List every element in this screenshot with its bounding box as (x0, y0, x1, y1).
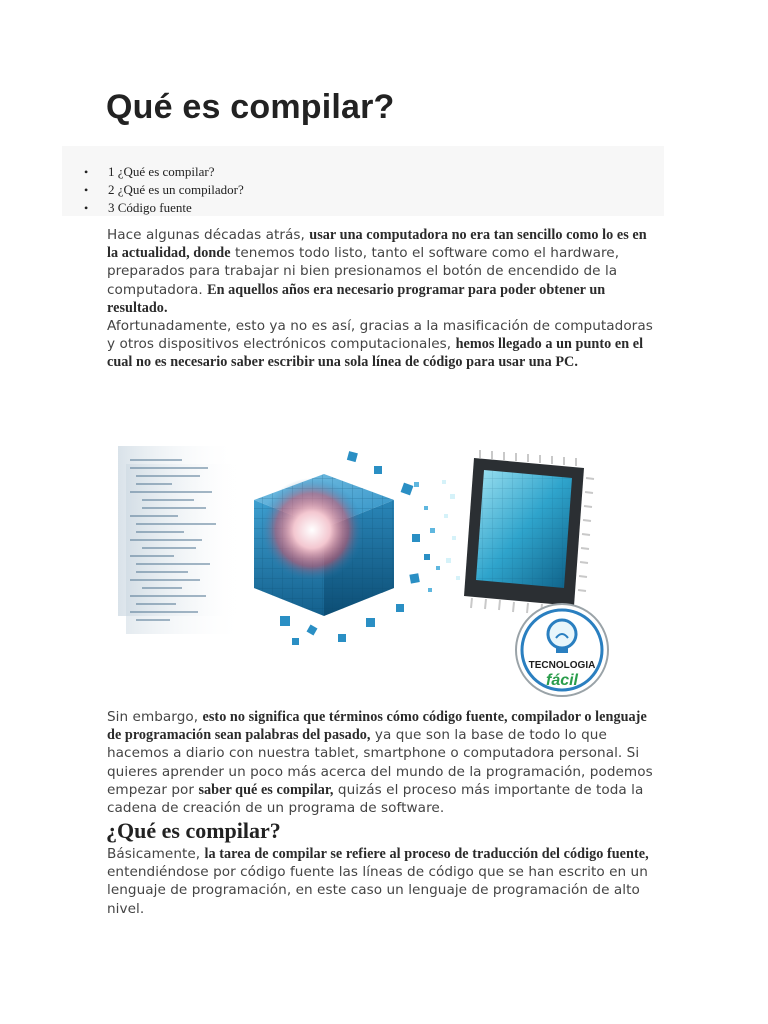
text-run: tenemos todo listo, tanto el software como el hardware, preparados para trabajar ni bien presionamos el botón de encendido de la computadora. (107, 245, 620, 298)
toc-link-que-es-un-compilador[interactable]: 2 ¿Qué es un compilador? (108, 182, 244, 197)
intro-paragraph-2 (107, 317, 659, 372)
table-of-contents (62, 146, 664, 216)
text-run: Básicamente, (107, 846, 205, 862)
text-run: Sin embargo, (107, 709, 203, 725)
page-title: Qué es compilar? (106, 88, 395, 126)
tecnologia-facil-logo (516, 604, 608, 696)
data-cube (254, 451, 440, 645)
bold-text-run: usar una computadora no era tan sencillo como lo es en la actualidad, donde (107, 227, 647, 262)
toc-item[interactable] (84, 181, 244, 199)
body-paragraph-1 (107, 708, 659, 817)
section-heading: ¿Qué es compilar? (106, 818, 281, 843)
text-run: quizás el proceso más importante de toda la cadena de creación de un programa de software. (107, 781, 644, 817)
bold-text-run: la tarea de compilar se refiere al proceso de traducción del código fuente, (204, 846, 649, 862)
toc-link-codigo-fuente[interactable]: 3 Código fuente (108, 200, 192, 215)
logo-text-tecnologia: TECNOLOGIA (528, 660, 596, 671)
compiler-illustration (112, 438, 624, 702)
toc-link-que-es-compilar[interactable]: 1 ¿Qué es compilar? (108, 164, 215, 179)
toc-item[interactable] (84, 163, 244, 181)
text-run: ya que son la base de todo lo que hacemos a diario con nuestra tablet, smartphone o computadora personal. Si quieres aprender un poco más acerca del mundo de la programación, podemos empezar por (107, 727, 653, 798)
bold-text-run: saber qué es compilar, (198, 781, 334, 798)
toc-item[interactable] (84, 199, 244, 217)
toc-list (84, 163, 244, 217)
bold-text-run: hemos llegado a un punto en el cual no es necesario saber escribir una sola línea de código para usar una PC. (107, 336, 644, 371)
body-paragraph-2 (107, 845, 659, 918)
bold-text-run: En aquellos años era necesario programar para poder obtener un resultado. (107, 281, 606, 316)
text-run: entendiéndose por código fuente las líneas de código que se han escrito en un lenguaje de programación, en este caso un lenguaje de programación de alto nivel. (107, 864, 648, 917)
processor-chip (442, 450, 594, 615)
code-panels (118, 446, 246, 634)
text-run: Afortunadamente, esto ya no es así, gracias a la masificación de computadoras y otros dispositivos electrónicos computacionales, (107, 318, 653, 353)
bold-text-run: esto no significa que términos cómo código fuente, compilador o lenguaje de programación sean palabras del pasado, (107, 709, 647, 744)
logo-text-facil: fácil (545, 672, 579, 689)
text-run: Hace algunas décadas atrás, (107, 227, 310, 243)
intro-paragraph-1 (107, 226, 659, 317)
